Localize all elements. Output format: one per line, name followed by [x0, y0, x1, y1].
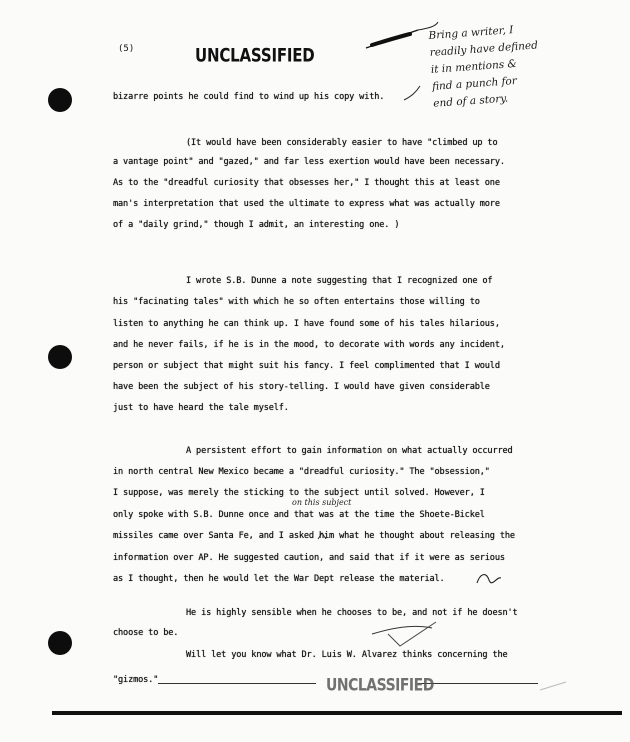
body-line: as I thought, then he would let the War Dept release the material.: [113, 574, 445, 584]
body-line: information over AP. He suggested caution, and said that if it were as serious: [113, 553, 505, 563]
body-line: (It would have been considerably easier to have "climbed up to: [186, 138, 498, 148]
handnote-line: find a punch for: [431, 74, 518, 93]
handwritten-insertion: on this subject: [292, 498, 352, 507]
body-line: He is highly sensible when he chooses to be, and not if he doesn't: [186, 608, 518, 618]
body-line: listen to anything he can think up. I have found some of his tales hilarious,: [113, 319, 500, 329]
handnote-line: end of a story.: [432, 92, 509, 110]
page-number: (5): [118, 44, 135, 54]
body-line: his "facinating tales" with which he so often entertains those willing to: [113, 297, 480, 307]
body-line: A persistent effort to gain information on what actually occurred: [186, 446, 513, 456]
body-line: Will let you know what Dr. Luis W. Alvarez thinks concerning the: [186, 650, 508, 660]
body-line: man's interpretation that used the ultimate to express what was actually more: [113, 199, 500, 209]
body-line: bizarre points he could find to wind up his copy with.: [113, 92, 385, 102]
body-line: only spoke with S.B. Dunne once and that was at the time the Shoete-Bickel: [113, 510, 485, 520]
body-line: person or subject that might suit his fancy. I feel complimented that I would: [113, 361, 500, 371]
underline-right: [418, 683, 538, 684]
body-line: choose to be.: [113, 628, 179, 638]
body-line: have been the subject of his story-telling. I would have given considerable: [113, 382, 490, 392]
body-line: "gizmos.": [113, 675, 159, 685]
body-line: missiles came over Santa Fe, and I asked him what he thought about releasing the: [113, 531, 515, 541]
classification-stamp-top: UNCLASSIFIED: [195, 44, 315, 67]
body-line: just to have heard the tale myself.: [113, 403, 289, 413]
classification-stamp-bottom: UNCLASSIFIED: [326, 676, 434, 696]
body-line: I suppose, was merely the sticking to the subject until solved. However, I: [113, 488, 485, 498]
body-line: of a "daily grind," though I admit, an interesting one. ): [113, 220, 400, 230]
body-line: I wrote S.B. Dunne a note suggesting that I recognized one of: [186, 276, 493, 286]
bottom-border: [52, 711, 622, 715]
handnote-line: it in mentions &: [430, 57, 518, 76]
body-line: in north central New Mexico became a "dreadful curiosity." The "obsession,": [113, 467, 490, 477]
body-line: and he never fails, if he is in the mood, to decorate with words any incident,: [113, 340, 505, 350]
body-line: a vantage point" and "gazed," and far less exertion would have been necessary.: [113, 157, 505, 167]
underline-left: [158, 683, 316, 684]
handnote-line: Bring a writer, I: [428, 24, 514, 42]
body-line: As to the "dreadful curiosity that obsesses her," I thought this at least one: [113, 178, 500, 188]
handnote-line: readily have defined: [429, 39, 539, 59]
